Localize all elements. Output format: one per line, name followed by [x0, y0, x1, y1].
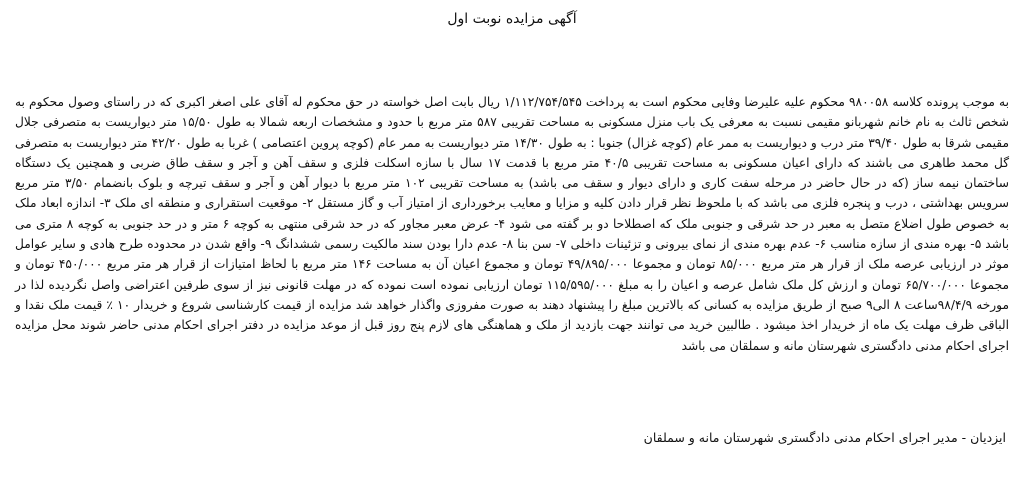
notice-signature: ایزدیان - مدیر اجرای احکام مدنی دادگستری شهرستان مانه و سملقان — [643, 430, 1006, 445]
notice-title: آگهی مزایده نوبت اول — [447, 11, 577, 27]
notice-body: به موجب پرونده کلاسه ۹۸۰۰۵۸ محکوم علیه علیرضا وفایی محکوم است به پرداخت ۱/۱۱۲/۷۵۴/۵۴۵ ریال بابت اصل خواسته در حق محکوم له آقای علی اصغر اکبری که در راستای وصول محکوم به شخص ثالث به نام خانم شهربانو مقیمی نسبت به معرفی یک باب منزل مسکونی به مساحت تقریبی ۵۸۷ متر مربع با حدود و مشخصات اربعه شمالا به طول ۱۵/۵۰ متر دیواریست به متصرفی جلال مقیمی شرقا به طول ۳۹/۴۰ متر درب و دیواریست به ممر عام (کوچه غزال) جنوبا : به طول ۱۴/۳۰ متر دیواریست به ممر عام (کوچه پروین اعتصامی ) غربا به طول ۴۲/۲۰ متر دیواریست به متصرفی گل محمد طاهری می باشند که دارای اعیان مسکونی به مساحت تقریبی ۴۰/۵ متر مربع با قدمت ۱۷ سال با سازه اسکلت فلزی و سقف آهن و آجر و سقف طاق ضربی و همچنین یک دستگاه ساختمان نیمه ساز (که در حال حاضر در مرحله سفت کاری و دارای دیوار و سقف می باشد) به مساحت تقریبی ۱۰۲ متر مربع با دیوار آهن و آجر و سقف تیرچه و بلوک بانضمام ۳/۵۰ متر مربع سرویس بهداشتی ، درب و پنجره فلزی می باشد که با ملحوظ نظر قرار دادن کلیه و مزایا و معایب برخورداری از امتیاز آب و گاز مستقل ۲- موقعیت استقراری و منطقه ای ملک ۳- اندازه ابعاد ملک به خصوص طول اضلاع متصل به معبر در حد شرقی و جنوبی ملک که اصطلاحا دو بر گفته می شود ۴- عرض معبر مجاور که در حد شرقی منتهی به کوچه ۶ متر و در حد جنوبی به کوچه ۸ متری می باشد ۵- بهره مندی از سازه مناسب ۶- عدم بهره مندی از نمای بیرونی و تزئینات داخلی ۷- سن بنا ۸- عدم دارا بودن سند مالکیت رسمی ششدانگ ۹- واقع شدن در محدوده طرح هادی و سایر عوامل موثر در ارزیابی عرصه ملک از قرار هر متر مربع ۸۵/۰۰۰ تومان و مجموعا ۴۹/۸۹۵/۰۰۰ تومان و مجموع اعیان آن به مساحت ۱۴۶ متر مربع با لحاظ امتیازات از قرار هر متر مربع ۴۵۰/۰۰۰ تومان و مجموعا ۶۵/۷۰۰/۰۰۰ تومان و ارزش کل ملک شامل عرصه و اعیان را به مبلغ ۱۱۵/۵۹۵/۰۰۰ تومان ارزیابی نموده است نموده که در مهلت قانونی نیز از سوی طرفین اعتراضی واصل نگردیده لذا در مورخه ۹۸/۴/۹ساعت ۸ الی۹ صبح از طریق مزایده به کسانی که بالاترین مبلغ را پیشنهاد دهند به صورت مفروزی واگذار خواهد شد مزایده از قیمت کارشناسی شروع و خریدار ۱۰ ٪ قیمت ملک نقدا و الباقی ظرف مهلت یک ماه از خریدار اخذ میشود . طالبین خرید می توانند جهت بازدید از ملک و هماهنگی های لازم پنج روز قبل از موعد مزایده در دفتر اجرای احکام مدنی حاضر شوند محل مزایده اجرای احکام مدنی دادگستری شهرستان مانه و سملقان می باشد — [15, 95, 1010, 353]
